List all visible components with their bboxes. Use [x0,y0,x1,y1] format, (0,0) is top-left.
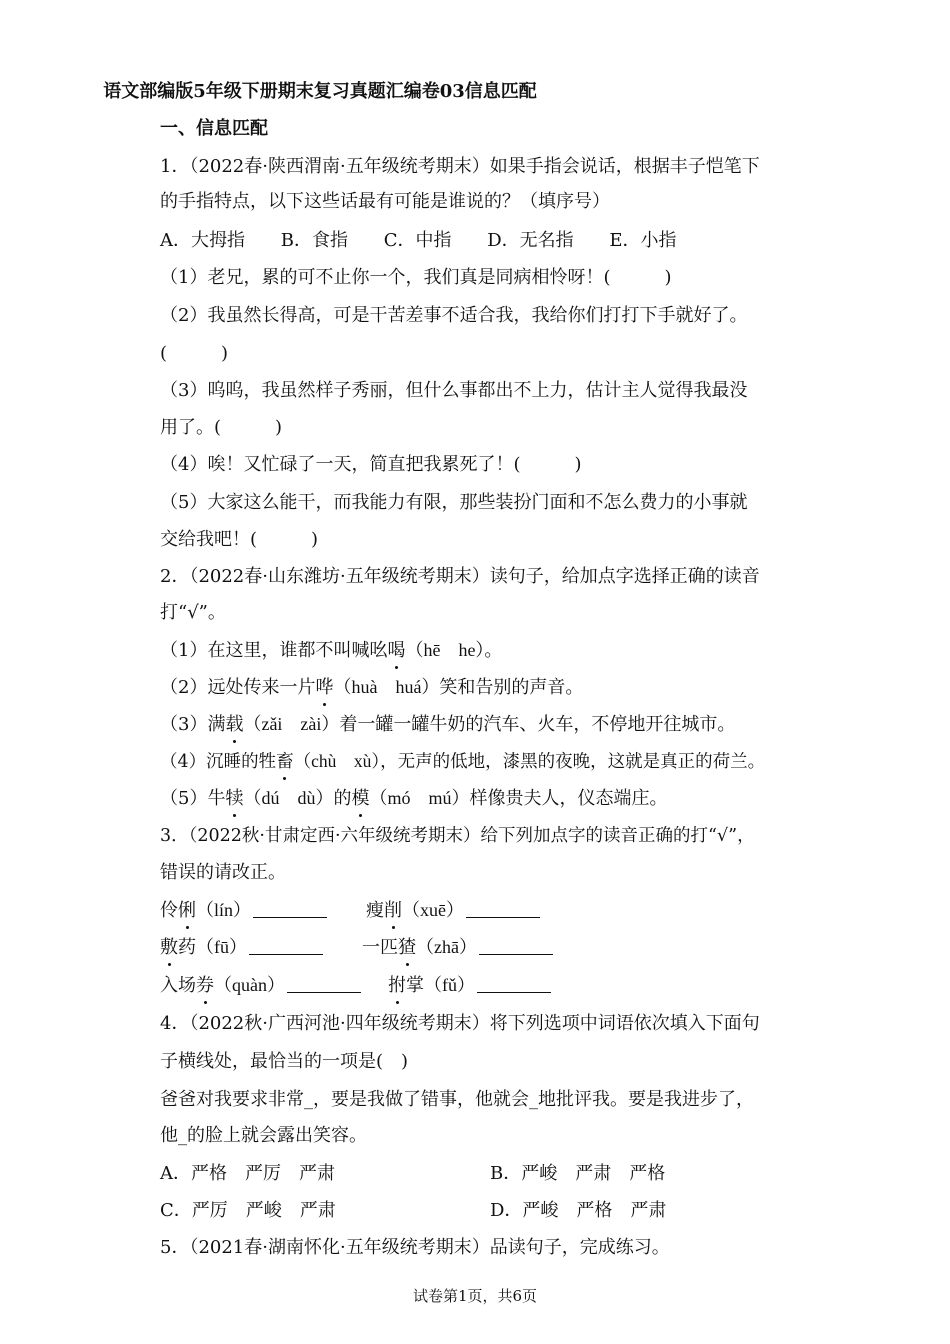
q3-r3b-char: 掌 [406,975,424,996]
q2-sentence-2 [160,675,583,700]
q3-r2b-char: 一匹 [362,937,398,958]
q3-row-1-item-a [160,898,327,923]
q2-sentence-3 [160,712,735,737]
q3-r3a-char: 入场 [160,975,196,996]
q3-row-2-item-a [160,935,323,960]
q2-s1-text: （1）在这里，谁都不叫喊吆 [160,640,388,661]
q3-r1a-char: 伶 [160,900,178,921]
q1-sentence-2-line2: ( ) [160,343,229,364]
page-footer: 试卷第1页，共6页 [412,1287,538,1305]
q3-r3b-pinyin: （fǔ） [424,975,475,995]
q3-r2a-answer-blank[interactable] [249,936,323,955]
q3-stem-line2: 错误的请改正。 [160,862,286,883]
q3-r1b-pinyin: （xuē） [402,900,464,920]
q1-sentence-3-line2: 用了。( ) [160,417,283,438]
q2-s2-dotted-char: 哗 [315,677,334,698]
q1-sentence-5-line2: 交给我吧！( ) [160,529,319,550]
q1-stem-line1: 1．（2022春·陕西渭南·五年级统考期末）如果手指会说话，根据丰子恺笔下 [160,156,760,177]
q2-s5-text: （5）牛 [160,788,226,809]
q3-r3b-dotted-char: 拊 [388,975,406,996]
q2-s1-dotted-char: 喝 [387,640,406,661]
q2-s3-text: （3）满 [160,714,226,735]
q2-s2-pinyin: （huà huá）笑和告别的声音。 [333,677,584,697]
q3-stem-line1: 3．（2022秋·甘肃定西·六年级统考期末）给下列加点字的读音正确的打“√”， [160,826,755,846]
q1-sentence-5-line1: （5）大家这么能干，而我能力有限，那些装扮门面和不怎么费力的小事就 [160,492,748,513]
q1-sentence-4: （4）唉！又忙碌了一天，简直把我累死了！( ) [160,454,582,475]
q2-s5-pinyin-1: （dú dù）的 [243,788,352,808]
q4-option-b: B．严峻 严肃 严格 [490,1163,666,1184]
q3-r2a-char: 药 [178,937,196,958]
q3-r2b-pinyin: （zhā） [416,937,477,957]
q3-r1b-char: 瘦 [366,900,384,921]
q3-row-1-item-b [366,898,540,923]
q2-s1-pinyin: （hē he）。 [405,640,503,660]
q2-s4-pinyin: （chù xù），无声的低地，漆黑的夜晚，这就是真正的荷兰。 [293,751,766,771]
document-title: 语文部编版5年级下册期末复习真题汇编卷03信息匹配 [103,81,537,102]
q4-option-a: A．严格 严厉 严肃 [160,1163,335,1184]
q2-s3-pinyin: （zǎi zài）着一罐一罐牛奶的汽车、火车，不停地开往城市。 [243,714,736,734]
q1-options [160,229,707,253]
q2-sentence-5 [160,786,667,811]
section-heading: 一、信息匹配 [160,118,268,139]
q3-r3a-answer-blank[interactable] [287,974,361,993]
q2-s4-text: （4）沉睡的牲 [160,752,277,772]
q4-passage-line1: 爸爸对我要求非常_，要是我做了错事，他就会_地批评我。要是我进步了， [160,1089,754,1110]
q2-s5-dotted-char-1: 犊 [225,788,244,809]
q1-sentence-3-line1: （3）呜呜，我虽然样子秀丽，但什么事都出不上力，估计主人觉得我最没 [160,380,748,401]
q2-stem-line1: 2．（2022春·山东潍坊·五年级统考期末）读句子，给加点字选择正确的读音 [160,566,760,587]
q4-stem-line1: 4．（2022秋·广西河池·四年级统考期末）将下列选项中词语依次填入下面句 [160,1013,760,1034]
q3-r2b-answer-blank[interactable] [479,936,553,955]
q3-r1b-answer-blank[interactable] [466,899,540,918]
q3-r1b-dotted-char: 削 [384,900,402,921]
q1-sentence-2-line1: （2）我虽然长得高，可是干苦差事不适合我，我给你们打打下手就好了。 [160,305,748,326]
q3-r2b-dotted-char: 猹 [398,937,416,958]
q4-passage-line2: 他_的脸上就会露出笑容。 [160,1125,367,1146]
q1-option-b: B．食指 [280,230,348,251]
q1-option-d: D．无名指 [487,230,574,251]
q3-r1a-dotted-char: 俐 [178,900,196,921]
q2-s2-text: （2）远处传来一片 [160,677,316,698]
q1-stem-line2: 的手指特点，以下这些话最有可能是谁说的？（填序号） [160,191,610,212]
q3-r1a-answer-blank[interactable] [253,899,327,918]
q3-r2a-pinyin: （fū） [196,937,247,957]
q3-row-3-item-a [160,973,361,998]
q3-r2a-dotted-char: 敷 [160,937,178,958]
q1-option-e: E．小指 [609,230,677,251]
q4-option-c: C．严厉 严峻 严肃 [160,1200,336,1221]
q2-s4-dotted-char: 畜 [276,752,294,772]
q3-r3a-pinyin: （quàn） [214,975,285,995]
q3-r1a-pinyin: （lín） [196,900,252,920]
q3-r3a-dotted-char: 券 [196,975,214,996]
q2-s3-dotted-char: 载 [225,714,244,735]
q3-r3b-answer-blank[interactable] [477,974,551,993]
q4-option-d: D．严峻 严格 严肃 [490,1200,667,1221]
q2-s5-pinyin-2: （mó mú）样像贵夫人，仪态端庄。 [369,788,668,808]
q2-s5-dotted-char-2: 模 [351,788,370,809]
q1-option-c: C．中指 [383,230,452,251]
q3-row-2-item-b [362,935,553,960]
q5-stem: 5．（2021春·湖南怀化·五年级统考期末）品读句子，完成练习。 [160,1237,670,1258]
q1-option-a: A．大拇指 [160,230,245,251]
q2-sentence-4 [160,749,765,774]
q2-sentence-1 [160,638,502,663]
q2-stem-line2: 打“√”。 [160,602,226,623]
q1-sentence-1: （1）老兄，累的可不止你一个，我们真是同病相怜呀！( ) [160,267,672,288]
q3-row-3-item-b [388,973,551,998]
q4-stem-line2: 子横线处，最恰当的一项是( ) [160,1051,409,1072]
